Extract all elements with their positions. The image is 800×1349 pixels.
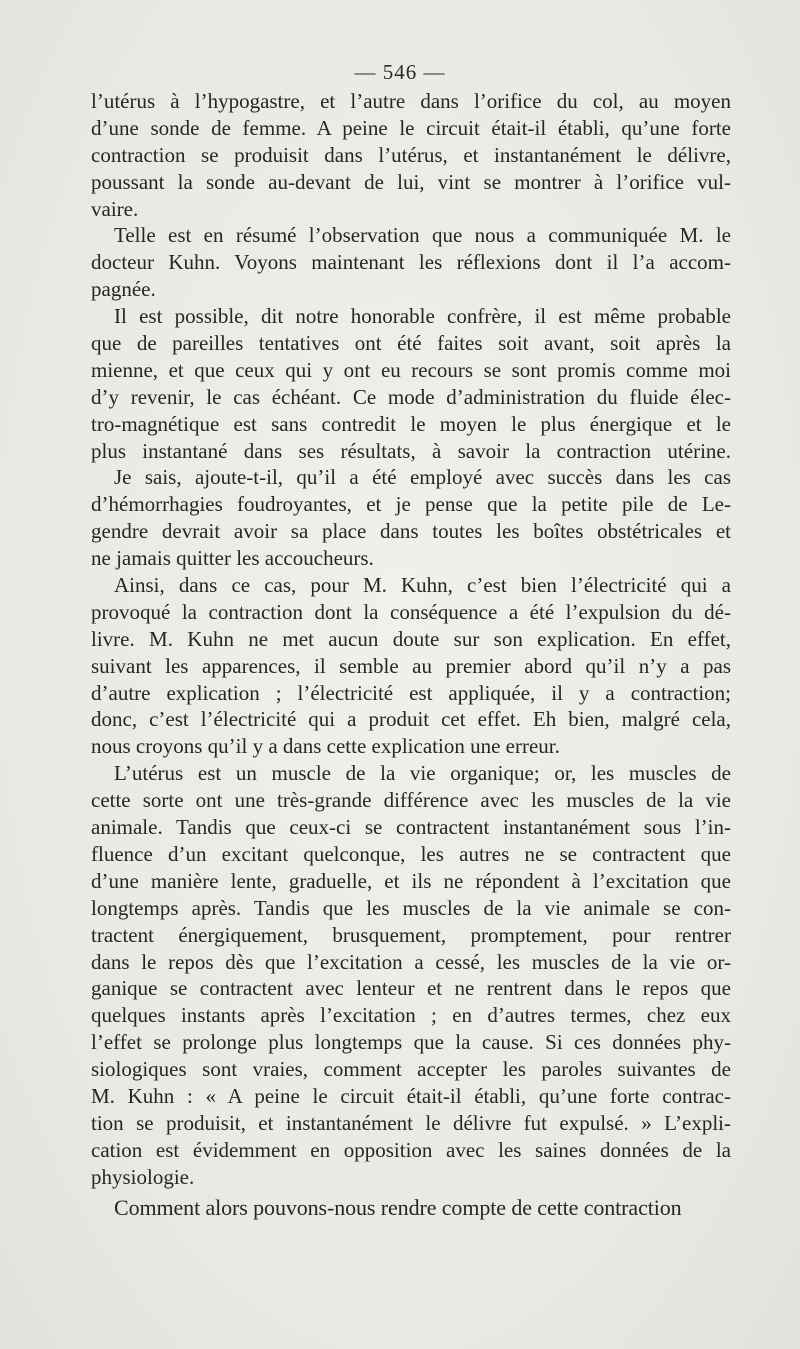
- text-line: Ainsi, dans ce cas, pour M. Kuhn, c’est bien l’électricité qui a: [114, 573, 731, 598]
- text-line: vaire.: [91, 196, 139, 221]
- text-line: tro-magnétique est sans contredit le moyen le plus énergique et le: [91, 411, 731, 436]
- text-line: Je sais, ajoute-t-il, qu’il a été employé avec succès dans les cas: [114, 465, 731, 490]
- text-line: Il est possible, dit notre honorable confrère, il est même probable: [114, 304, 731, 329]
- text-line: d’y revenir, le cas échéant. Ce mode d’administration du fluide élec-: [91, 384, 731, 409]
- text-line: Telle est en résumé l’observation que nous a communiquée M. le: [114, 223, 731, 248]
- text-line: ganique se contractent avec lenteur et ne rentrent dans le repos que: [91, 976, 731, 1001]
- text-line: plus instantané dans ses résultats, à savoir la contraction utérine.: [91, 438, 731, 463]
- paragraph: [91, 760, 731, 1190]
- text-line: tion se produisit, et instantanément le délivre fut expulsé. » L’expli-: [91, 1110, 731, 1135]
- text-line: quelques instants après l’excitation ; en d’autres termes, chez eux: [91, 1003, 731, 1028]
- text-line: contraction se produisit dans l’utérus, et instantanément le délivre,: [91, 142, 731, 167]
- paragraph: [91, 88, 731, 222]
- text-line: ne jamais quitter les accoucheurs.: [91, 546, 374, 571]
- text-line: physiologie.: [91, 1164, 195, 1189]
- text-line: L’utérus est un muscle de la vie organique; or, les muscles de: [114, 761, 731, 786]
- text-line: pagnée.: [91, 277, 156, 302]
- text-line: mienne, et que ceux qui y ont eu recours se sont promis comme moi: [91, 357, 731, 382]
- text-line: Comment alors pouvons-nous rendre compte de cette contraction: [114, 1194, 682, 1220]
- text-line: suivant les apparences, il semble au premier abord qu’il n’y a pas: [91, 653, 731, 678]
- text-line: tractent énergiquement, brusquement, promptement, pour rentrer: [91, 922, 731, 947]
- text-line: gendre devrait avoir sa place dans toutes les boîtes obstétricales et: [91, 519, 731, 544]
- text-line: d’hémorrhagies foudroyantes, et je pense que la petite pile de Le-: [91, 492, 731, 517]
- text-line: cette sorte ont une très-grande différence avec les muscles de la vie: [91, 788, 731, 813]
- text-line: l’utérus à l’hypogastre, et l’autre dans l’orifice du col, au moyen: [91, 89, 731, 113]
- text-line: que de pareilles tentatives ont été faites soit avant, soit après la: [91, 331, 731, 356]
- text-line: longtemps après. Tandis que les muscles de la vie animale se con-: [91, 895, 731, 920]
- page-number: — 546 —: [354, 60, 446, 84]
- paragraph: [91, 303, 731, 464]
- body-text: [91, 88, 731, 1221]
- text-line: l’effet se prolonge plus longtemps que la cause. Si ces données phy-: [91, 1030, 731, 1055]
- paragraph: [91, 222, 731, 303]
- text-line: docteur Kuhn. Voyons maintenant les réflexions dont il l’a accom-: [91, 250, 731, 275]
- text-line: d’une manière lente, graduelle, et ils ne répondent à l’excitation que: [91, 868, 731, 893]
- text-line: dans le repos dès que l’excitation a cessé, les muscles de la vie or-: [91, 949, 731, 974]
- text-line: animale. Tandis que ceux-ci se contractent instantanément sous l’in-: [91, 815, 731, 840]
- text-line: provoqué la contraction dont la conséquence a été l’expulsion du dé-: [91, 599, 731, 624]
- text-line: livre. M. Kuhn ne met aucun doute sur son explication. En effet,: [91, 626, 731, 651]
- text-line: fluence d’un excitant quelconque, les autres ne se contractent que: [91, 841, 731, 866]
- text-line: d’une sonde de femme. A peine le circuit était-il établi, qu’une forte: [91, 115, 731, 140]
- text-line: nous croyons qu’il y a dans cette explication une erreur.: [91, 734, 560, 759]
- text-line: d’autre explication ; l’électricité est appliquée, il y a contraction;: [91, 680, 731, 705]
- paragraph: [91, 572, 731, 760]
- text-line: poussant la sonde au-devant de lui, vint se montrer à l’orifice vul-: [91, 169, 731, 194]
- paragraph: [91, 464, 731, 572]
- paragraph: [91, 1195, 731, 1222]
- text-line: donc, c’est l’électricité qui a produit cet effet. Eh bien, malgré cela,: [91, 707, 731, 732]
- text-line: siologiques sont vraies, comment accepter les paroles suivantes de: [91, 1057, 731, 1082]
- text-line: M. Kuhn : « A peine le circuit était-il établi, qu’une forte contrac-: [91, 1083, 731, 1108]
- text-line: cation est évidemment en opposition avec les saines données de la: [91, 1137, 731, 1162]
